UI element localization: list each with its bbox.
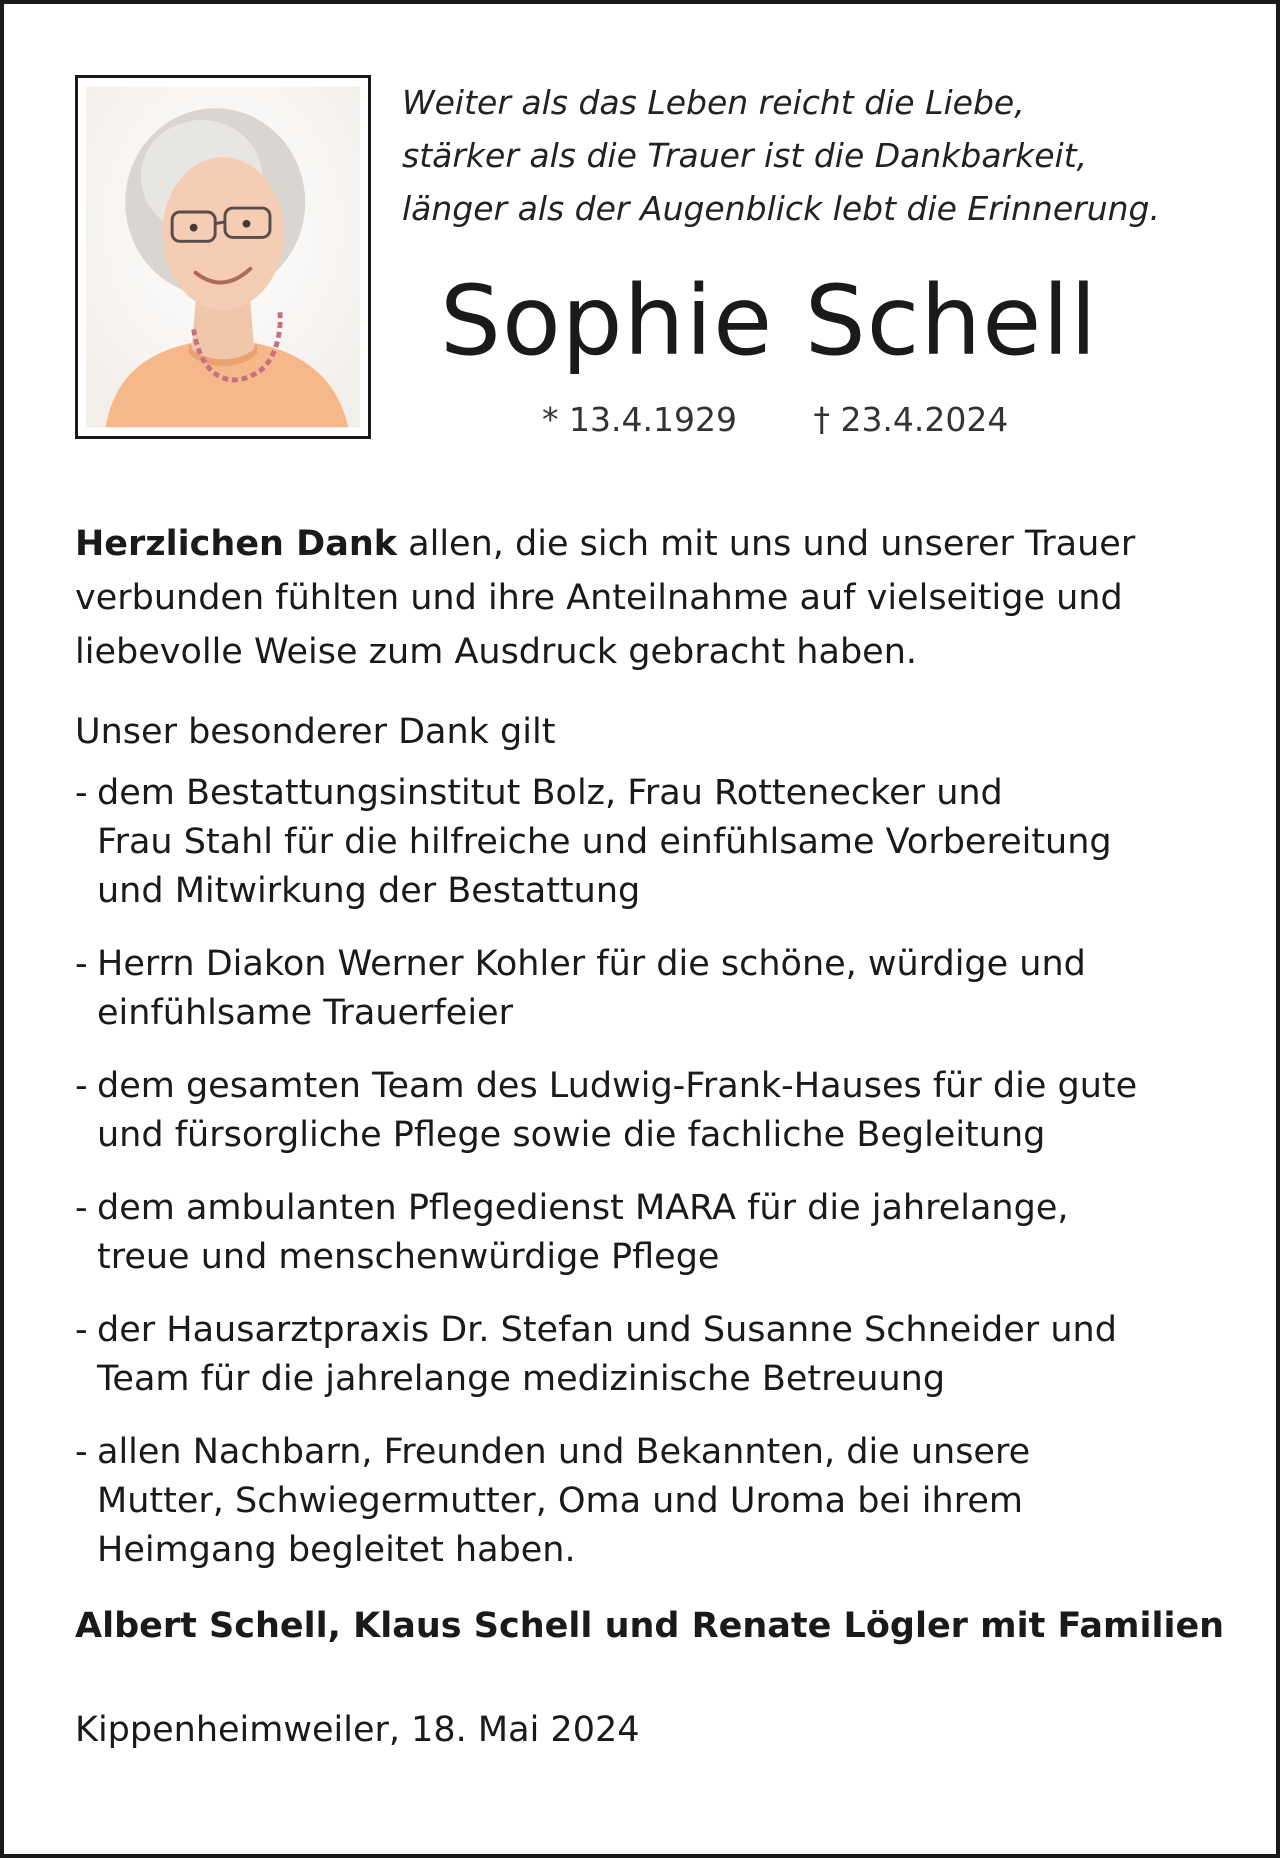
dash-bullet: - (75, 1310, 88, 1350)
thank-you-text (75, 517, 1225, 1757)
dash-bullet: - (75, 1432, 88, 1472)
quote-line: Weiter als das Leben reicht die Liebe, (402, 83, 1025, 122)
quote-line: stärker als die Trauer ist die Dankbarkeit, (402, 136, 1088, 175)
dash-bullet: - (75, 773, 88, 813)
thanks-list (75, 769, 1225, 1575)
thanks-lead: Unser besonderer Dank gilt (75, 712, 556, 752)
list-item-text: allen Nachbarn, Freunden und Bekannten, die unsere Mutter, Schwiegermutter, Oma und Uroma bei ihrem Heimgang begleitet haben. (97, 1432, 1031, 1570)
dash-bullet: - (75, 1188, 88, 1228)
signatories: Albert Schell, Klaus Schell und Renate Lögler mit Familien (75, 1606, 1225, 1646)
death-date: † 23.4.2024 (813, 400, 1009, 439)
list-item (75, 1184, 1225, 1282)
quote-line: länger als der Augenblick lebt die Erinnerung. (402, 189, 1160, 228)
list-item (75, 769, 1225, 916)
intro-rest: allen, die sich mit uns und unserer Trauer verbunden fühlten und ihre Anteilnahme auf vielseitige und liebevolle Weise zum Ausdruck gebracht haben. (75, 524, 1136, 672)
place-and-date: Kippenheimweiler, 18. Mai 2024 (75, 1710, 640, 1750)
intro-paragraph (75, 517, 1225, 679)
birth-date: * 13.4.1929 (542, 400, 737, 439)
portrait-photo-icon (86, 86, 360, 428)
list-item (75, 1062, 1225, 1160)
list-item-text: der Hausarztpraxis Dr. Stefan und Susanne Schneider und Team für die jahrelange medizinische Betreuung (97, 1310, 1117, 1399)
list-item-text: dem gesamten Team des Ludwig-Frank-Hauses für die gute und fürsorgliche Pflege sowie die fachliche Begleitung (97, 1066, 1138, 1155)
portrait-photo (75, 75, 371, 439)
intro-bold: Herzlichen Dank (75, 524, 398, 564)
dash-bullet: - (75, 1066, 88, 1106)
list-item (75, 1428, 1225, 1575)
dash-bullet: - (75, 944, 88, 984)
list-item (75, 1306, 1225, 1404)
deceased-name: Sophie Schell (440, 265, 1098, 377)
list-item-text: Herrn Diakon Werner Kohler für die schöne, würdige und einfühlsame Trauerfeier (97, 944, 1086, 1033)
list-item (75, 940, 1225, 1038)
list-item-text: dem Bestattungsinstitut Bolz, Frau Rottenecker und Frau Stahl für die hilfreiche und einfühlsame Vorbereitung und Mitwirkung der Bestattung (97, 773, 1112, 911)
list-item-text: dem ambulanten Pflegedienst MARA für die jahrelange, treue und menschenwürdige Pflege (97, 1188, 1069, 1277)
life-dates (542, 400, 1008, 439)
memorial-quote (402, 76, 1222, 235)
